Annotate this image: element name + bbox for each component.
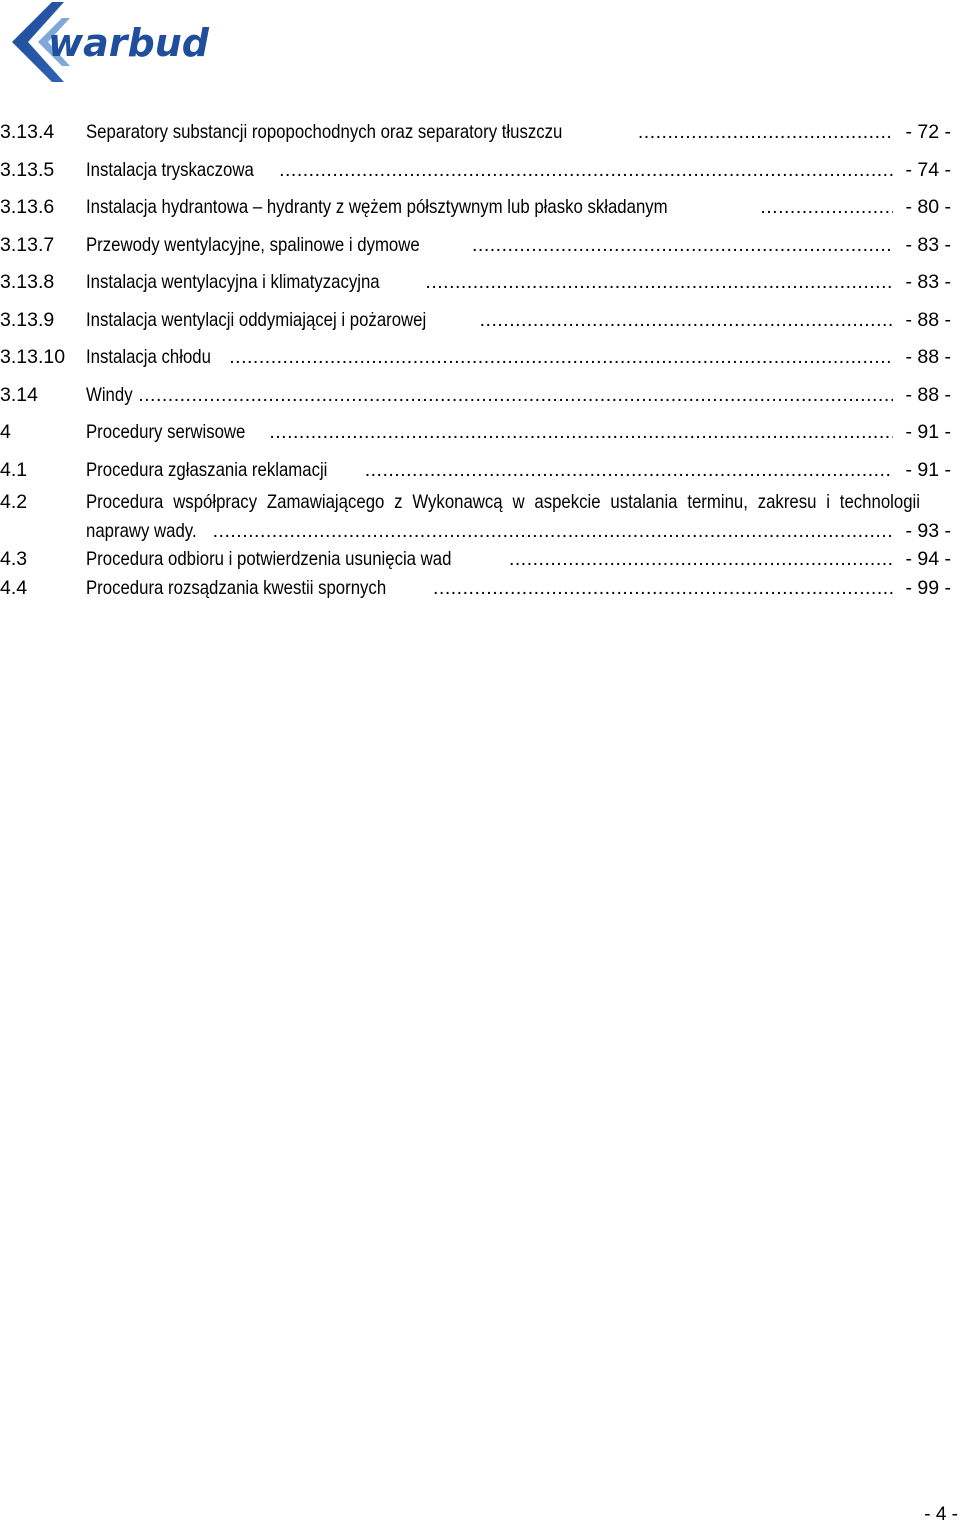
toc-entry[interactable]	[0, 376, 960, 414]
toc-title-line	[86, 156, 893, 184]
toc-page: - 88 -	[905, 346, 951, 368]
toc-page: - 88 -	[905, 383, 951, 406]
toc-number: 3.13.6	[0, 196, 55, 218]
toc-leader-dots	[480, 306, 893, 334]
toc-leader-dots	[425, 268, 893, 296]
toc-number: 3.13.5	[0, 158, 55, 181]
toc-page: - 88 -	[905, 308, 951, 331]
toc-title-line2: naprawy wady.	[86, 520, 197, 542]
toc-number: 4.4	[0, 577, 28, 599]
toc-entry[interactable]	[0, 451, 960, 489]
toc-title-line	[86, 456, 893, 484]
toc-leader-dots	[213, 517, 893, 545]
toc-entry[interactable]	[0, 151, 960, 189]
toc-leader-dots	[365, 456, 893, 484]
toc-entry[interactable]	[0, 545, 960, 574]
toc-leader-dots	[229, 343, 893, 371]
warbud-logo	[8, 0, 240, 84]
toc-title-line	[86, 306, 893, 334]
toc-number: 3.13.7	[0, 233, 55, 256]
toc-page: - 91 -	[905, 458, 951, 481]
toc-entry[interactable]	[0, 338, 960, 376]
toc-title-line	[86, 574, 893, 602]
toc-number: 3.13.8	[0, 271, 55, 293]
toc-leader-dots	[433, 574, 893, 602]
toc-entry[interactable]	[0, 301, 960, 339]
toc-title-line	[86, 193, 893, 221]
toc-title-line	[86, 418, 893, 446]
toc-leader-dots	[760, 193, 893, 221]
toc-title-line	[86, 118, 893, 146]
toc-title-line	[86, 545, 893, 573]
toc-page: - 72 -	[905, 121, 951, 143]
toc-leader-dots	[472, 231, 893, 259]
toc-entry[interactable]	[0, 263, 960, 301]
toc-page: - 80 -	[905, 196, 951, 218]
toc-number: 3.14	[0, 383, 38, 406]
toc-title-line	[86, 381, 893, 409]
toc-title: Instalacja hydrantowa – hydranty z wężem półsztywnym lub płasko składanym	[86, 196, 668, 218]
toc-number: 4.2	[0, 491, 28, 513]
toc-entry[interactable]	[0, 413, 960, 451]
toc-number: 4	[0, 421, 11, 443]
toc-title: Procedura zgłaszania reklamacji	[86, 458, 328, 481]
toc-title: Instalacja wentylacji oddymiającej i pożarowej	[86, 308, 427, 331]
toc-page: - 74 -	[905, 158, 951, 181]
toc-entry[interactable]	[0, 574, 960, 603]
toc-leader-dots	[269, 418, 893, 446]
toc-page: - 99 -	[905, 577, 951, 599]
toc-title: Instalacja chłodu	[86, 346, 211, 368]
toc-title-line	[86, 268, 893, 296]
toc-entry[interactable]	[0, 188, 960, 226]
toc-leader-dots	[509, 545, 893, 573]
toc-page: - 91 -	[905, 421, 951, 443]
toc-number: 3.13.4	[0, 121, 55, 143]
toc-title: Procedura odbioru i potwierdzenia usunięcia wad	[86, 548, 452, 570]
toc-title: Instalacja tryskaczowa	[86, 158, 254, 181]
toc-title: Windy	[86, 383, 133, 406]
toc-number: 4.1	[0, 458, 28, 481]
warbud-logo-graphic	[8, 0, 240, 84]
toc-title: Procedury serwisowe	[86, 421, 246, 443]
toc-title-line1: Procedura współpracy Zamawiającego z Wykonawcą w aspekcie ustalania terminu, zakresu i technologii	[86, 491, 920, 513]
toc-title-line2-wrap	[86, 517, 893, 545]
toc-number: 3.13.10	[0, 346, 66, 368]
toc-page: - 94 -	[905, 548, 951, 570]
toc-leader-dots	[279, 156, 893, 184]
table-of-contents	[0, 113, 960, 603]
toc-number: 4.3	[0, 548, 28, 570]
page-number: - 4 -	[924, 1504, 958, 1525]
toc-entry[interactable]	[0, 113, 960, 151]
toc-entry[interactable]	[0, 488, 960, 545]
toc-page: - 83 -	[905, 271, 951, 293]
toc-title: Procedura rozsądzania kwestii spornych	[86, 577, 387, 599]
logo-wordmark: warbud	[48, 21, 209, 65]
toc-title: Przewody wentylacyjne, spalinowe i dymowe	[86, 233, 420, 256]
toc-page: - 93 -	[905, 520, 951, 542]
toc-number: 3.13.9	[0, 308, 55, 331]
toc-leader-dots	[138, 381, 893, 409]
toc-title: Instalacja wentylacyjna i klimatyzacyjna	[86, 271, 380, 293]
toc-leader-dots	[638, 118, 893, 146]
toc-title: Separatory substancji ropopochodnych oraz separatory tłuszczu	[86, 121, 563, 143]
toc-entry[interactable]	[0, 226, 960, 264]
toc-title-line	[86, 343, 893, 371]
toc-page: - 83 -	[905, 233, 951, 256]
toc-title-line	[86, 231, 893, 259]
